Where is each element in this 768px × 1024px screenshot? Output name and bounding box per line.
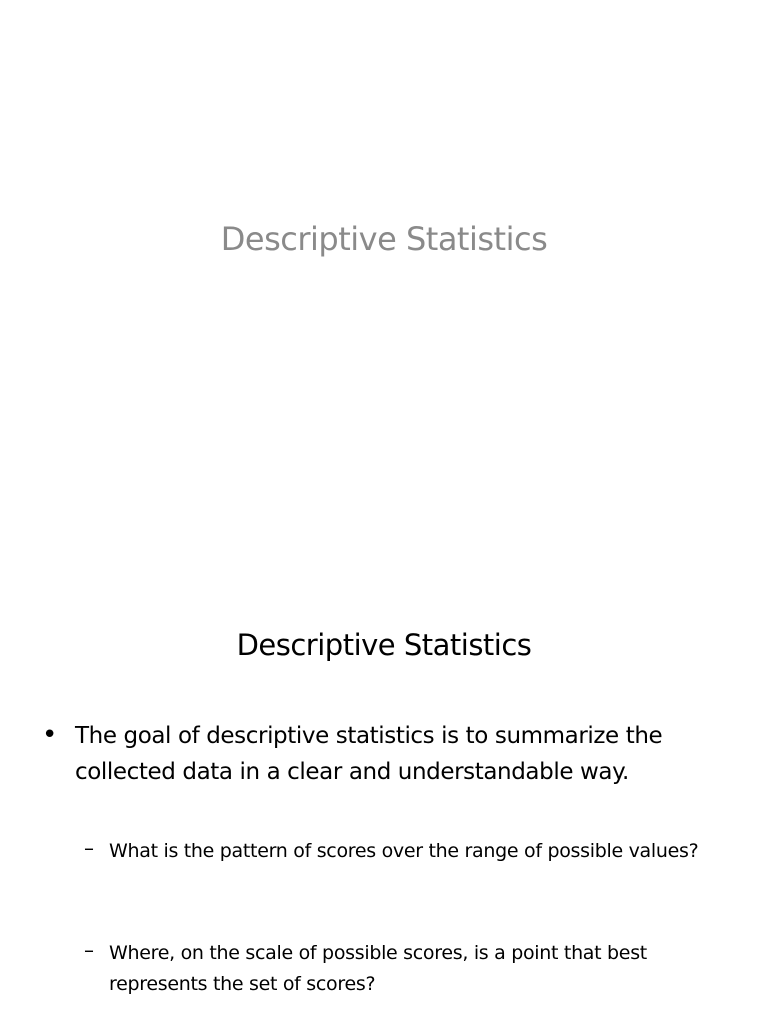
sub-bullet-text: What is the pattern of scores over the range of possible values?	[109, 840, 699, 862]
content-slide-heading: Descriptive Statistics	[236, 628, 532, 662]
sub-bullet-text: Where, on the scale of possible scores, is a point that best represents the set of scores?	[109, 942, 647, 995]
main-bullet-text: The goal of descriptive statistics is to summarize the collected data in a clear and understandable way.	[75, 723, 663, 785]
sub-bullet-central-point	[84, 938, 724, 1000]
title-slide-heading: Descriptive Statistics	[220, 220, 548, 258]
bullet-marker: •	[42, 720, 58, 750]
sub-bullet-marker: –	[84, 938, 94, 962]
sub-bullet-marker: –	[84, 836, 94, 860]
main-bullet	[42, 718, 722, 790]
content-slide	[0, 600, 768, 1024]
sub-bullet-pattern	[84, 836, 724, 867]
